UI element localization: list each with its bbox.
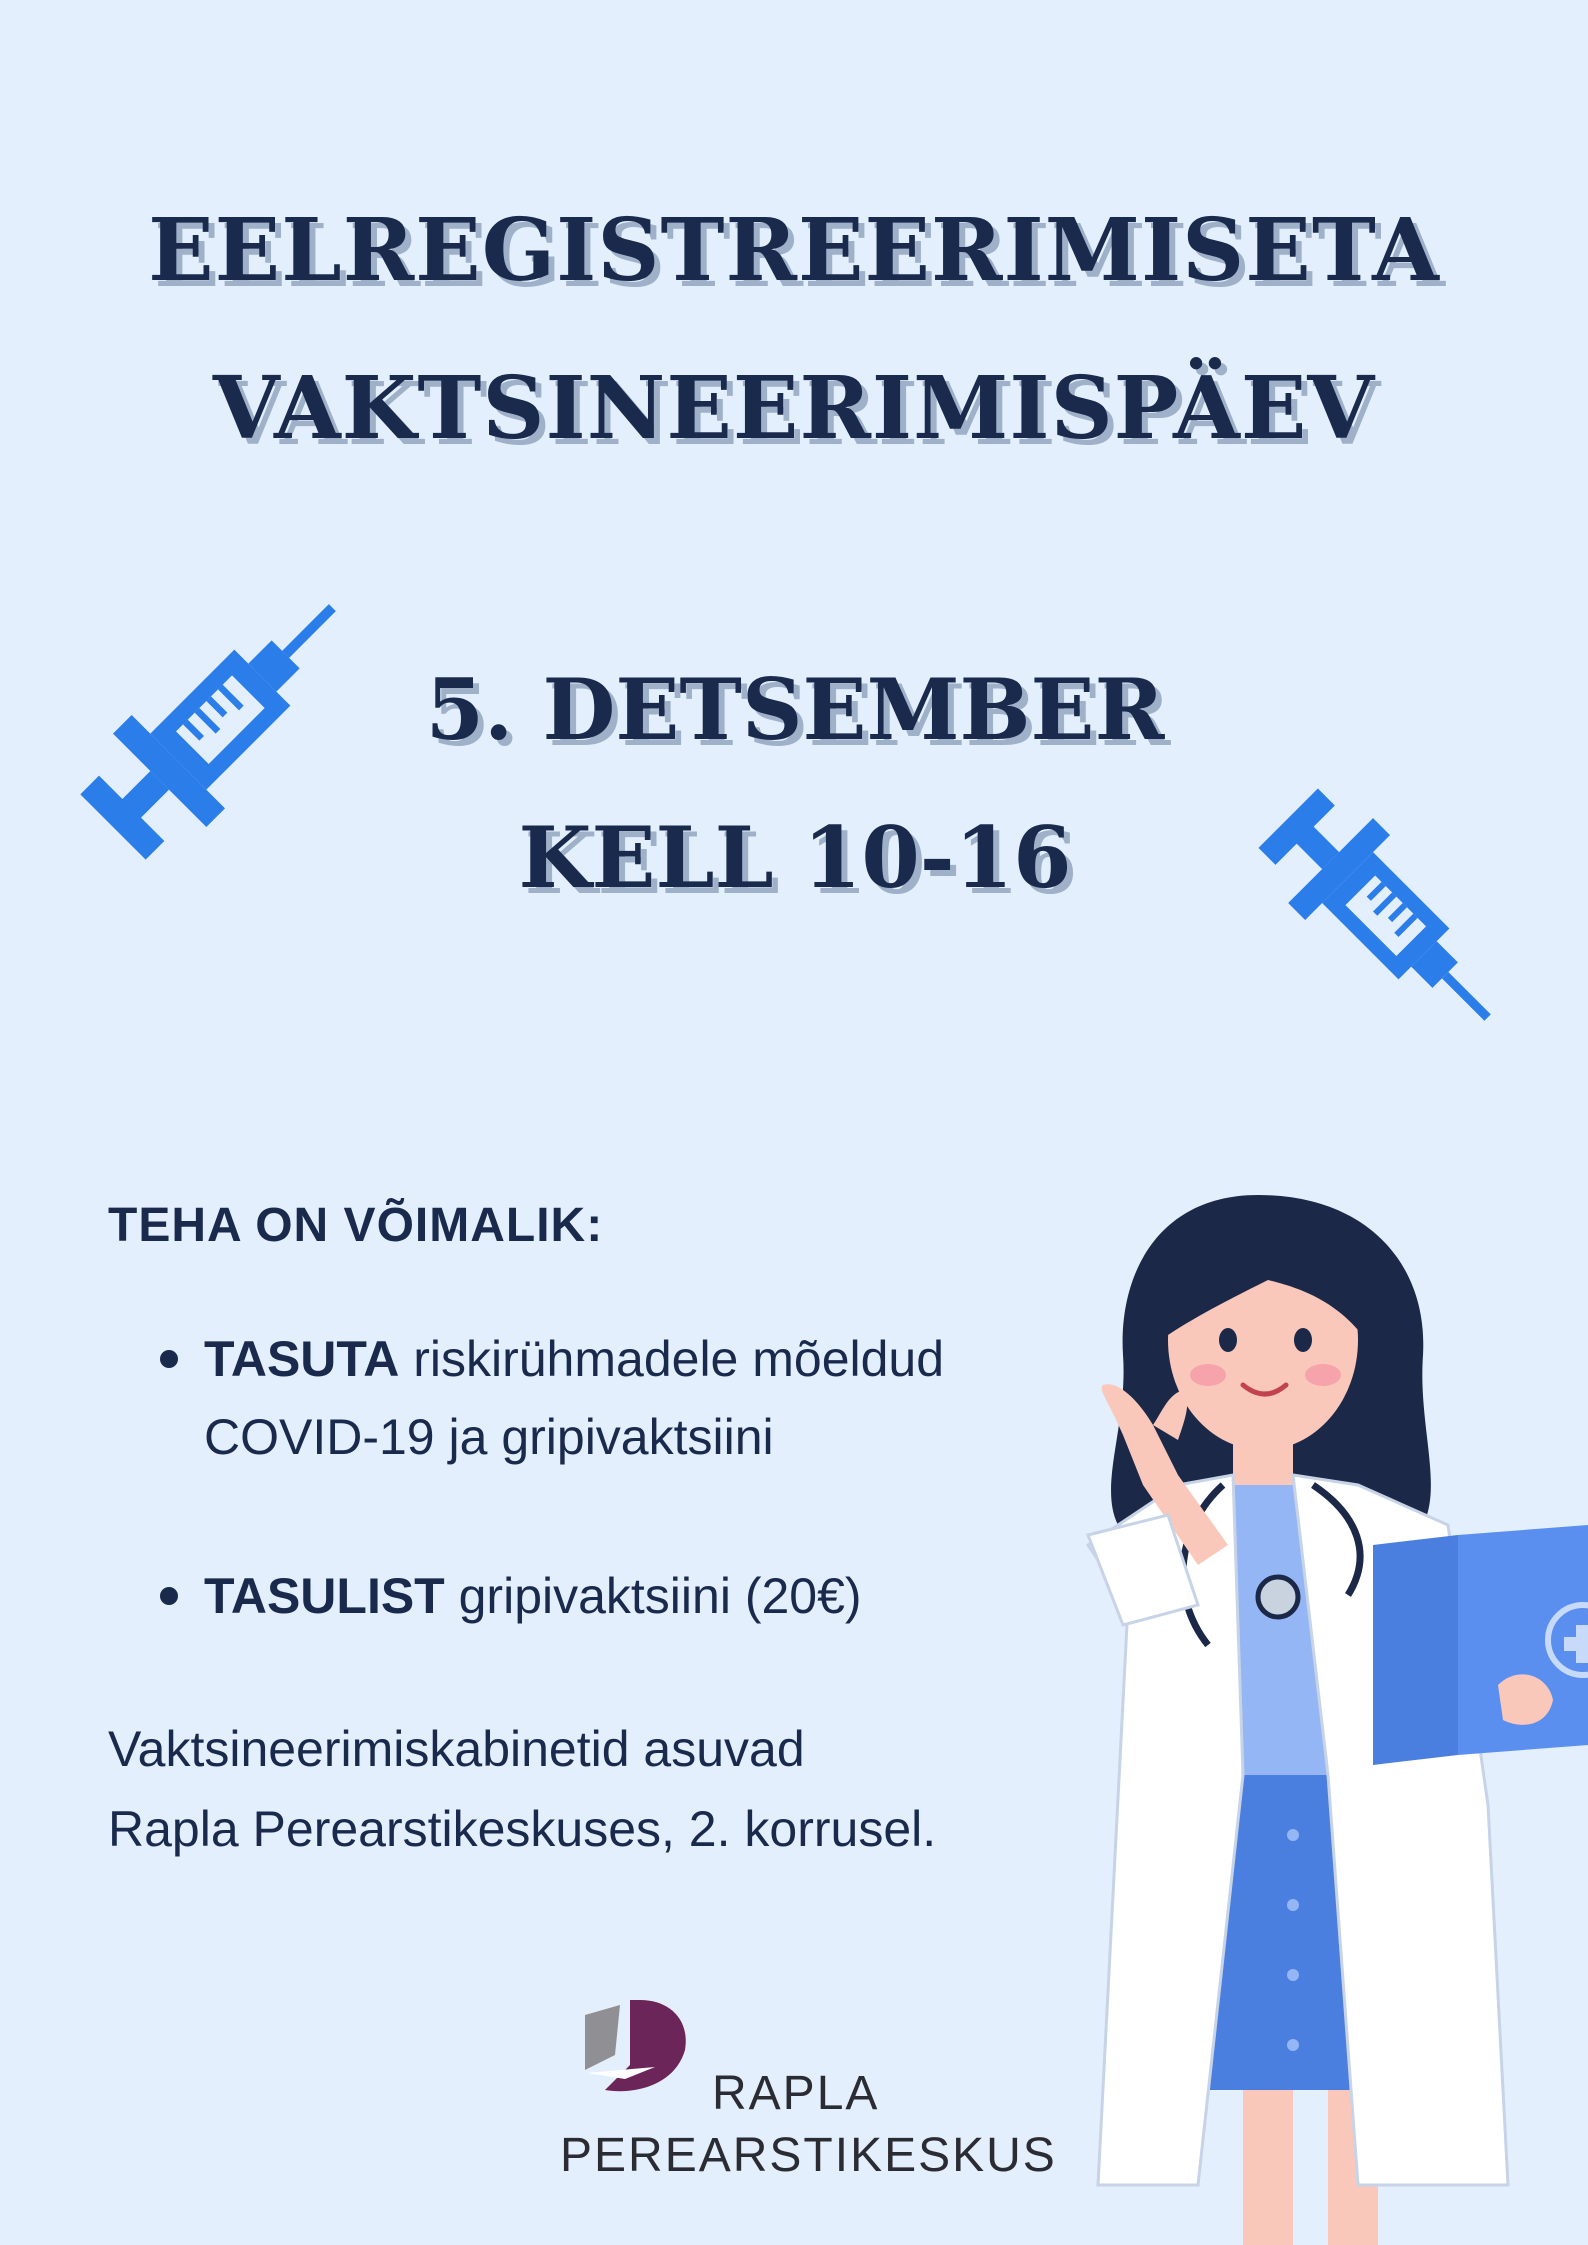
syringe-icon	[1240, 770, 1540, 1070]
title-line-2: VAKTSINEERIMISPÄEV	[212, 358, 1376, 459]
event-time: KELL 10-16	[518, 808, 1072, 907]
title-line-1: EELREGISTREERIMISETA	[148, 200, 1440, 301]
offer-item-1-bold: TASUTA	[204, 1331, 400, 1387]
bullet-dot	[160, 1587, 178, 1605]
clinic-logo-icon	[575, 1995, 695, 2105]
offer-item-1-line2: COVID-19 ja gripivaktsiini	[204, 1409, 774, 1465]
location-line-2: Rapla Perearstikeskuses, 2. korrusel.	[108, 1801, 937, 1857]
offer-item-2	[204, 1557, 862, 1635]
offer-item-1	[204, 1320, 944, 1476]
event-date: 5. DETSEMBER	[425, 660, 1165, 759]
logo-text-rapla: RAPLA	[712, 2067, 880, 2120]
logo-text-clinic: PEREARSTIKESKUS	[560, 2129, 1057, 2182]
bullet-dot	[160, 1350, 178, 1368]
doctor-illustration	[1028, 1185, 1588, 2245]
syringe-icon	[60, 550, 390, 880]
offer-item-1-text: riskirühmadele mõeldud	[399, 1331, 945, 1387]
location-line-1: Vaktsineerimiskabinetid asuvad	[108, 1721, 805, 1777]
offer-item-2-bold: TASULIST	[204, 1568, 445, 1624]
offer-item-2-text: gripivaktsiini (20€)	[444, 1568, 862, 1624]
offer-heading: TEHA ON VÕIMALIK:	[108, 1199, 604, 1252]
